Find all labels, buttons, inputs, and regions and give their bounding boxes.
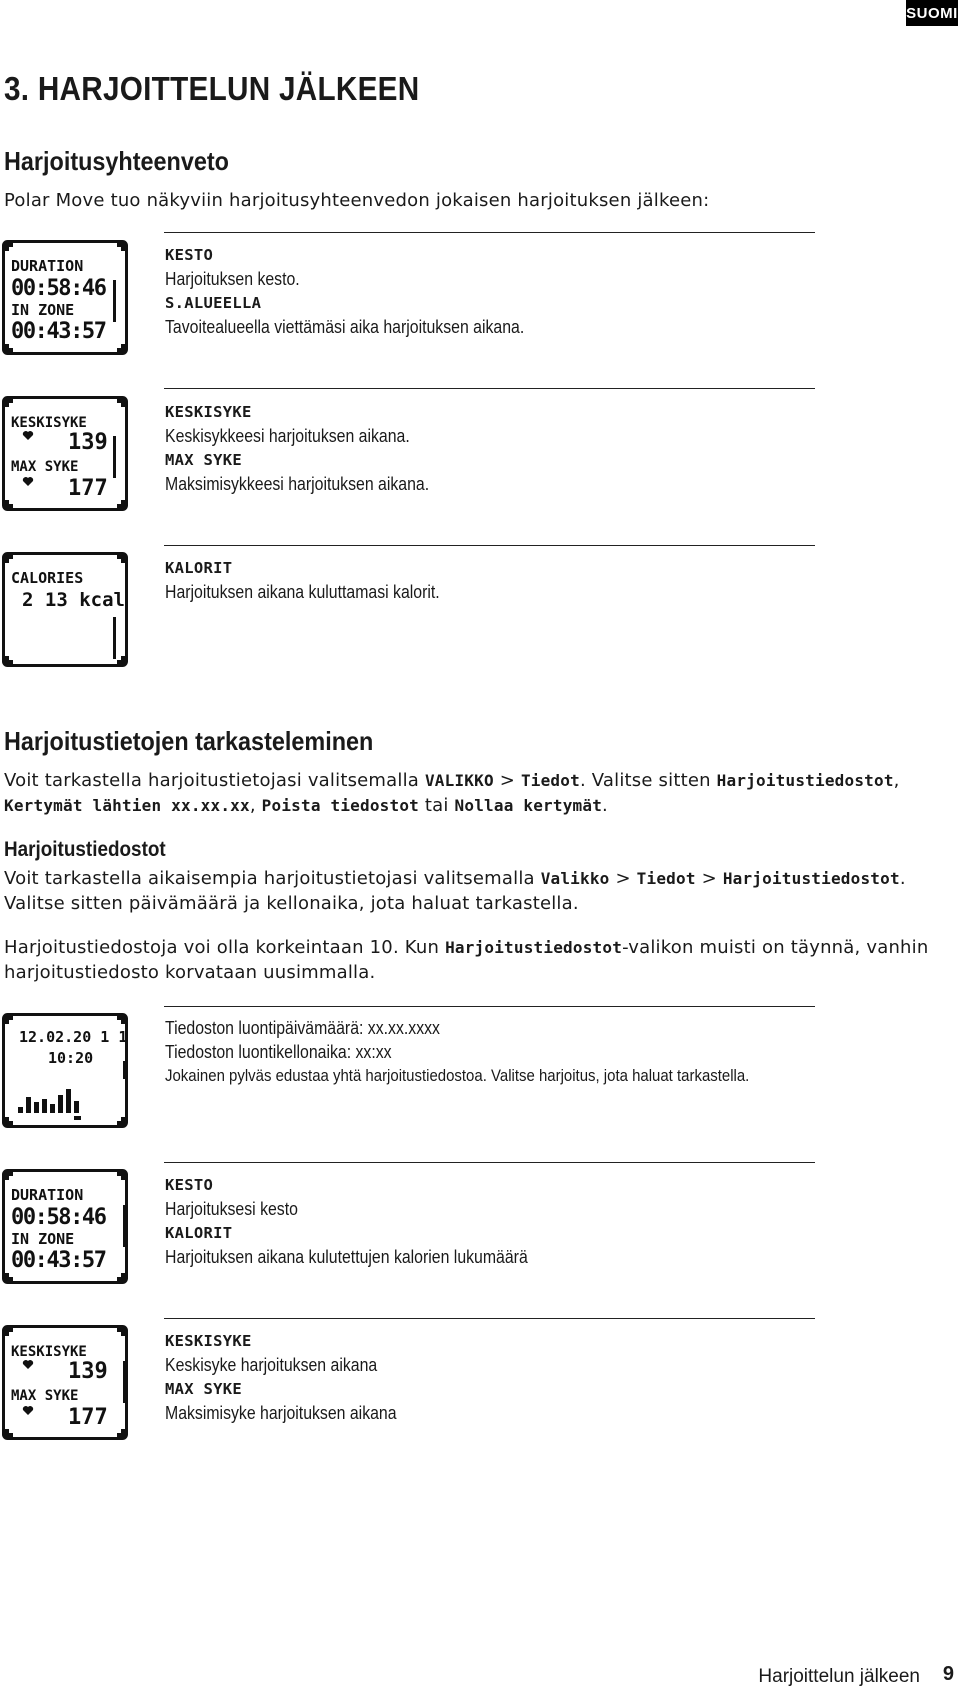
watch-date: 12.02.20 1 1 xyxy=(19,1028,128,1046)
chapter-title: 3. HARJOITTELUN JÄLKEEN xyxy=(4,70,420,107)
watch-display-heart-rate xyxy=(2,1325,128,1440)
watch-display-duration xyxy=(2,240,128,355)
screen-description xyxy=(165,556,805,604)
divider xyxy=(164,388,815,389)
file-bars-line: Jokainen pylväs edustaa yhtä harjoitustiedostoa. Valitse harjoitus, jota haluat tarkastella. xyxy=(165,1066,750,1085)
option-kertymat: Kertymät lähtien xx.xx.xx xyxy=(4,796,250,815)
divider xyxy=(164,545,815,546)
term-kalorit: KALORIT xyxy=(165,559,233,577)
watch-line1: CALORIES xyxy=(11,569,84,587)
option-poista-tiedostot: Poista tiedostot xyxy=(261,796,419,815)
menu-valikko: Valikko xyxy=(540,869,610,888)
files-heading: Harjoitustiedostot xyxy=(4,838,166,861)
watch-line1: KESKISYKE xyxy=(11,415,87,431)
desc-s-alueella: Tavoitealueella viettämäsi aika harjoituksen aikana. xyxy=(165,317,525,337)
term-s-alueella: S.ALUEELLA xyxy=(165,294,262,312)
file-date-line: Tiedoston luontipäivämäärä: xx.xx.xxxx xyxy=(165,1018,440,1038)
watch-line1: KESKISYKE xyxy=(11,1344,87,1360)
watch-display-file-list xyxy=(2,1013,128,1128)
divider xyxy=(164,232,815,233)
watch-line2: 00:58:46 xyxy=(11,1205,107,1230)
watch-line3: MAX SYKE xyxy=(11,1388,79,1404)
desc-keskisyke: Keskisyke harjoituksen aikana xyxy=(165,1355,378,1375)
menu-tiedot: Tiedot xyxy=(520,771,580,790)
watch-line3: IN ZONE xyxy=(11,301,75,319)
option-harjoitustiedostot: Harjoitustiedostot xyxy=(716,771,894,790)
screen-description xyxy=(165,400,805,496)
watch-line2: 00:58:46 xyxy=(11,276,107,301)
menu-tiedot: Tiedot xyxy=(636,869,696,888)
watch-time: 10:20 xyxy=(48,1049,94,1067)
option-nollaa-kertymat: Nollaa kertymät xyxy=(454,796,603,815)
summary-heading: Harjoitusyhteenveto xyxy=(4,146,229,176)
language-tab: SUOMI xyxy=(906,0,958,26)
file-list-description xyxy=(165,1016,805,1088)
desc-kesto: Harjoituksen kesto. xyxy=(165,269,300,289)
term-keskisyke: KESKISYKE xyxy=(165,1332,252,1350)
term-kesto: KESTO xyxy=(165,1176,214,1194)
watch-display-duration xyxy=(2,1169,128,1284)
review-heading: Harjoitustietojen tarkasteleminen xyxy=(4,726,374,756)
watch-line4: 177 xyxy=(68,1405,108,1430)
desc-keskisyke: Keskisykkeesi harjoituksen aikana. xyxy=(165,426,410,446)
menu-harjoitustiedostot: Harjoitustiedostot xyxy=(722,869,900,888)
desc-kesto: Harjoituksesi kesto xyxy=(165,1199,298,1219)
divider xyxy=(164,1318,815,1319)
watch-line3: IN ZONE xyxy=(11,1230,75,1248)
summary-intro: Polar Move tuo näkyviin harjoitusyhteenvedon jokaisen harjoituksen jälkeen: xyxy=(4,190,710,211)
menu-valikko: VALIKKO xyxy=(424,771,494,790)
watch-line4: 00:43:57 xyxy=(11,319,107,344)
desc-kalorit: Harjoituksen aikana kulutettujen kalorien lukumäärä xyxy=(165,1247,528,1267)
term-kalorit: KALORIT xyxy=(165,1224,233,1242)
screen-description xyxy=(165,1329,805,1425)
file-time-line: Tiedoston luontikellonaika: xx:xx xyxy=(165,1042,392,1062)
desc-max-syke: Maksimisyke harjoituksen aikana xyxy=(165,1403,397,1423)
files-paragraph-1: Voit tarkastella aikaisempia harjoitustietojasi valitsemalla Valikko > Tiedot > Harjoitustiedostot. Valitse sitten päivämäärä ja kellonaika, jota haluat tarkastella. xyxy=(4,868,906,914)
desc-max-syke: Maksimisykkeesi harjoituksen aikana. xyxy=(165,474,430,494)
footer-section-title: Harjoittelun jälkeen xyxy=(758,1666,920,1687)
watch-display-heart-rate xyxy=(2,396,128,511)
watch-line1: DURATION xyxy=(11,1186,84,1204)
watch-line2: 139 xyxy=(68,430,108,455)
watch-display-calories xyxy=(2,552,128,667)
page-number: 9 xyxy=(942,1663,954,1685)
watch-line1: DURATION xyxy=(11,257,84,275)
files-paragraph-2: Harjoitustiedostoja voi olla korkeintaan 10. Kun Harjoitustiedostot-valikon muisti on täynnä, vanhin harjoitustiedosto korvataan uusimmalla. xyxy=(4,937,929,983)
screen-description xyxy=(165,1173,805,1269)
watch-line4: 177 xyxy=(68,476,108,501)
review-paragraph: Voit tarkastella harjoitustietojasi valitsemalla VALIKKO > Tiedot. Valitse sitten Harjoitustiedostot, Kertymät lähtien xx.xx.xx, Poista tiedostot tai Nollaa kertymät. xyxy=(4,770,900,816)
screen-description xyxy=(165,243,805,339)
term-keskisyke: KESKISYKE xyxy=(165,403,252,421)
term-max-syke: MAX SYKE xyxy=(165,1380,243,1398)
divider xyxy=(164,1006,815,1007)
menu-harjoitustiedostot: Harjoitustiedostot xyxy=(445,938,623,957)
divider xyxy=(164,1162,815,1163)
watch-line3: MAX SYKE xyxy=(11,459,79,475)
watch-line2: 139 xyxy=(68,1359,108,1384)
term-max-syke: MAX SYKE xyxy=(165,451,243,469)
term-kesto: KESTO xyxy=(165,246,214,264)
watch-line2: 2 13 kcal xyxy=(22,589,125,611)
watch-line4: 00:43:57 xyxy=(11,1248,107,1273)
desc-kalorit: Harjoituksen aikana kuluttamasi kalorit. xyxy=(165,582,440,602)
